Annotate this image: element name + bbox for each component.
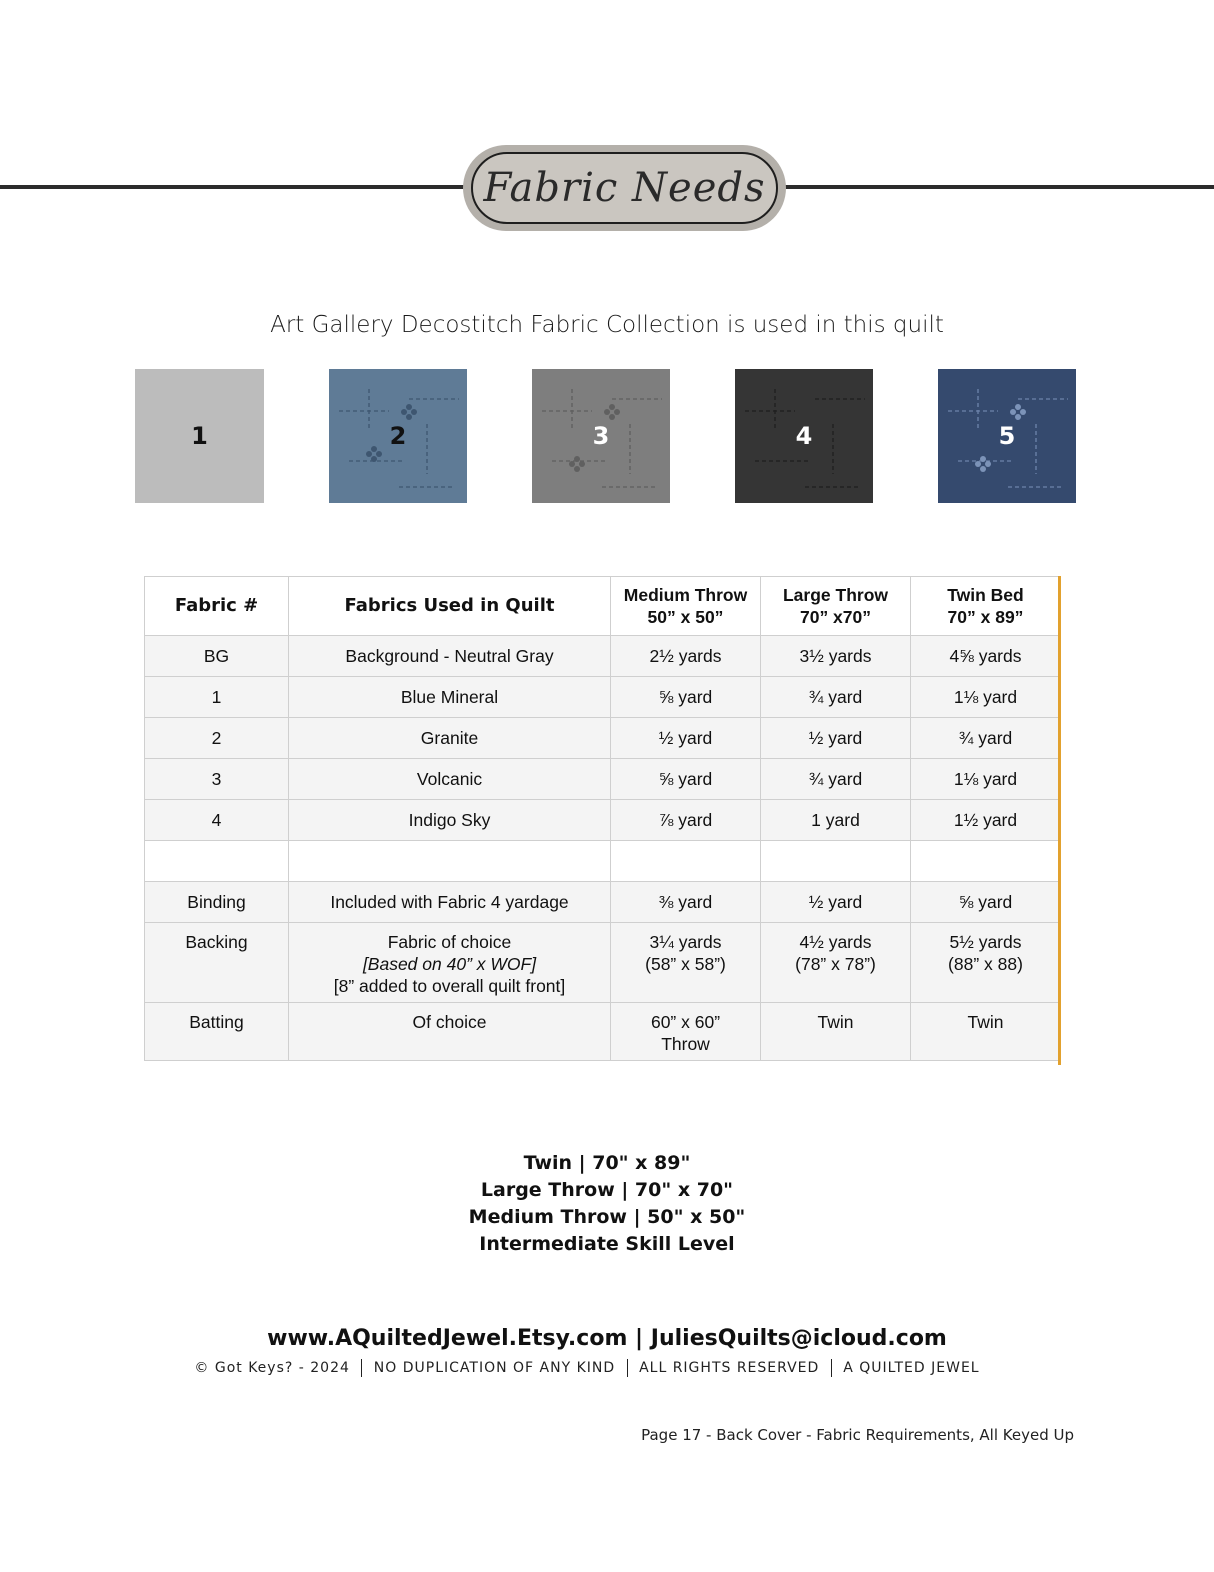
cell-twin: ¾ yard <box>911 718 1061 759</box>
no-duplication-text: NO DUPLICATION OF ANY KIND <box>373 1360 616 1376</box>
size-line: Twin | 70" x 89" <box>523 1152 691 1174</box>
cell-fabric-number: 1 <box>145 677 289 718</box>
cell-fabric-name: Fabric of choice [Based on 40” x WOF] [8” added to overall quilt front] <box>289 923 611 1003</box>
cell-medium: ½ yard <box>611 718 761 759</box>
cell-medium: ⅝ yard <box>611 759 761 800</box>
header-rule-left <box>0 185 470 189</box>
page-title: Fabric Needs <box>483 165 766 211</box>
cell-twin: 5½ yards (88” x 88) <box>911 923 1061 1003</box>
cell-large: 1 yard <box>761 800 911 841</box>
table-row-backing <box>145 923 1061 1003</box>
fabric-swatch-1 <box>135 369 264 503</box>
header-medium-throw: Medium Throw 50” x 50” <box>611 577 761 636</box>
copyright-separator <box>627 1359 628 1377</box>
cell-large: 4½ yards (78” x 78”) <box>761 923 911 1003</box>
cell-large: ¾ yard <box>761 677 911 718</box>
table-row <box>145 677 1061 718</box>
swatch-label: 5 <box>998 422 1016 450</box>
fabric-swatch-3 <box>532 369 670 503</box>
cell-medium: 2½ yards <box>611 636 761 677</box>
cell-fabric-number: Binding <box>145 882 289 923</box>
cell-medium: ⅝ yard <box>611 677 761 718</box>
copyright-separator <box>361 1359 362 1377</box>
copyright-text: © Got Keys? - 2024 <box>194 1360 350 1376</box>
cell-fabric-number: 2 <box>145 718 289 759</box>
swatch-label: 3 <box>592 422 610 450</box>
contact-divider: | <box>635 1326 644 1351</box>
brand-text: A QUILTED JEWEL <box>843 1360 980 1376</box>
cell-twin: 1⅛ yard <box>911 677 1061 718</box>
copyright-line <box>0 1359 1174 1377</box>
cell-fabric-name: Included with Fabric 4 yardage <box>289 882 611 923</box>
collection-subtitle: Art Gallery Decostitch Fabric Collection is used in this quilt <box>270 312 944 338</box>
cell-medium: 60” x 60” Throw <box>611 1003 761 1061</box>
cell-fabric-name: Indigo Sky <box>289 800 611 841</box>
swatch-label: 2 <box>389 422 407 450</box>
cell-fabric-name: Of choice <box>289 1003 611 1061</box>
cell-medium: ⅞ yard <box>611 800 761 841</box>
cell-large: 3½ yards <box>761 636 911 677</box>
cell-fabric-name: Volcanic <box>289 759 611 800</box>
header-fabric-number: Fabric # <box>145 577 289 636</box>
page-footer-note: Page 17 - Back Cover - Fabric Requirements, All Keyed Up <box>641 1426 1074 1444</box>
fabric-swatch-4 <box>735 369 873 503</box>
size-line: Medium Throw | 50" x 50" <box>468 1206 746 1228</box>
table-row <box>145 718 1061 759</box>
cell-fabric-number: BG <box>145 636 289 677</box>
cell-large: Twin <box>761 1003 911 1061</box>
cell-twin: 1½ yard <box>911 800 1061 841</box>
website-link[interactable]: www.AQuiltedJewel.Etsy.com <box>267 1326 628 1351</box>
contact-line <box>0 1326 1214 1351</box>
cell-fabric-number: Backing <box>145 923 289 1003</box>
swatch-label: 1 <box>191 422 208 450</box>
cell-twin: 4⅝ yards <box>911 636 1061 677</box>
fabric-swatch-2 <box>329 369 467 503</box>
table-row <box>145 636 1061 677</box>
table-row-batting <box>145 1003 1061 1061</box>
cell-medium: ⅜ yard <box>611 882 761 923</box>
header-fabrics-used: Fabrics Used in Quilt <box>289 577 611 636</box>
cell-medium: 3¼ yards (58” x 58”) <box>611 923 761 1003</box>
rights-text: ALL RIGHTS RESERVED <box>639 1360 820 1376</box>
table-row-empty <box>145 841 1061 882</box>
email-link[interactable]: JuliesQuilts@icloud.com <box>650 1326 947 1351</box>
table-row <box>145 759 1061 800</box>
cell-fabric-number: 4 <box>145 800 289 841</box>
cell-large: ½ yard <box>761 882 911 923</box>
table-accent-border <box>1058 576 1061 1065</box>
header-twin-bed: Twin Bed 70” x 89” <box>911 577 1061 636</box>
fabric-requirements-table <box>144 576 1061 1061</box>
swatch-label: 4 <box>795 422 813 450</box>
title-badge-inner <box>471 152 778 224</box>
table-row-binding <box>145 882 1061 923</box>
header-rule-right <box>780 185 1214 189</box>
size-line: Large Throw | 70" x 70" <box>480 1179 734 1201</box>
cell-twin: Twin <box>911 1003 1061 1061</box>
cell-fabric-number: Batting <box>145 1003 289 1061</box>
cell-twin: 1⅛ yard <box>911 759 1061 800</box>
table-row <box>145 800 1061 841</box>
cell-fabric-name: Granite <box>289 718 611 759</box>
quilt-sizes <box>0 1150 1214 1258</box>
skill-level: Intermediate Skill Level <box>479 1233 735 1255</box>
cell-fabric-name: Blue Mineral <box>289 677 611 718</box>
cell-twin: ⅝ yard <box>911 882 1061 923</box>
copyright-separator <box>831 1359 832 1377</box>
fabric-swatch-5 <box>938 369 1076 503</box>
cell-large: ½ yard <box>761 718 911 759</box>
header-large-throw: Large Throw 70” x70” <box>761 577 911 636</box>
cell-fabric-name: Background - Neutral Gray <box>289 636 611 677</box>
cell-fabric-number: 3 <box>145 759 289 800</box>
table-header-row <box>145 577 1061 636</box>
cell-large: ¾ yard <box>761 759 911 800</box>
